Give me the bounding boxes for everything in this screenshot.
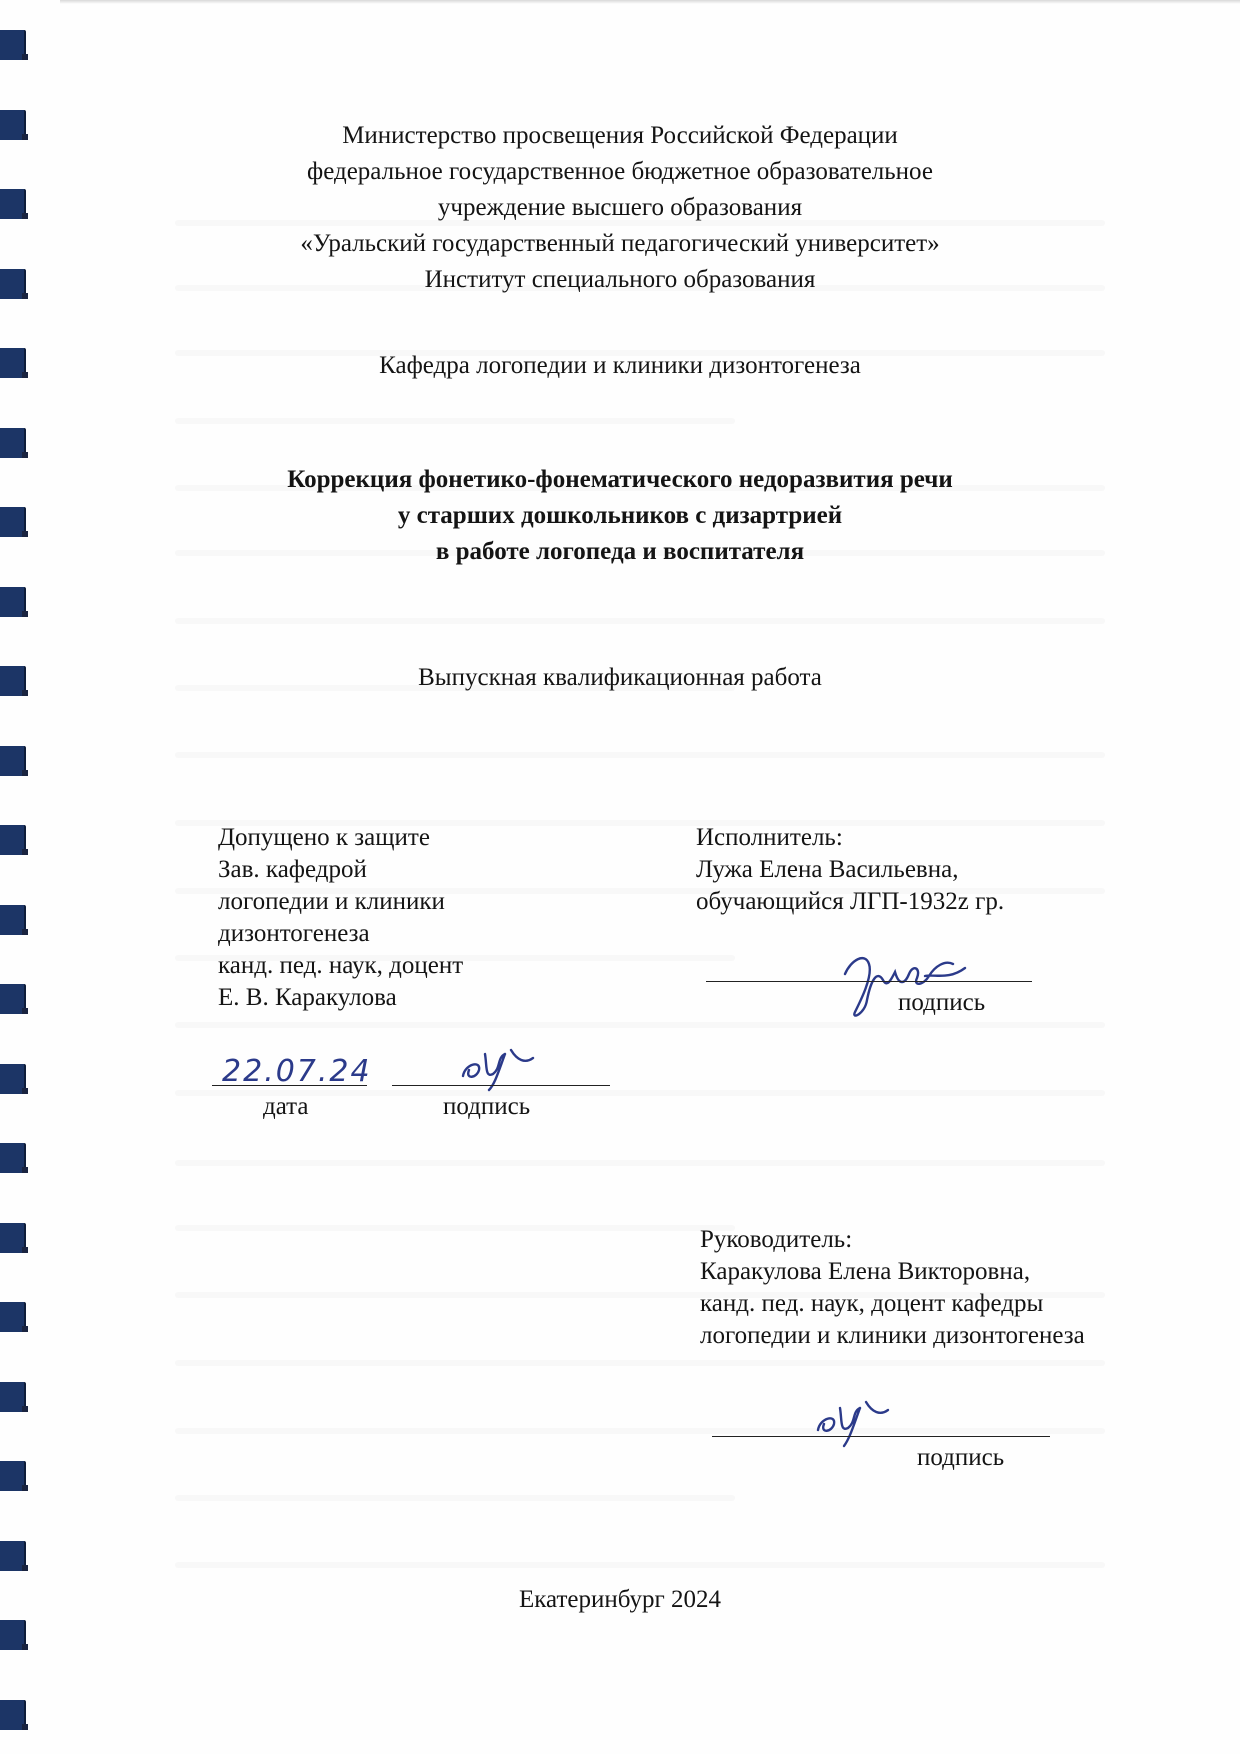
- supervisor-signature-label: подпись: [917, 1444, 1005, 1471]
- bleed-through-line: [175, 1225, 735, 1231]
- executor-line-1: Исполнитель:: [696, 824, 843, 851]
- title-line-1: Коррекция фонетико-фонематического недоразвития речи: [287, 466, 953, 493]
- header-line-university: «Уральский государственный педагогический университет»: [300, 230, 940, 257]
- supervisor-block: [700, 1224, 1085, 1352]
- supervisor-line-1: Руководитель:: [700, 1226, 853, 1253]
- supervisor-signature-line: [712, 1436, 1050, 1437]
- executor-line-3: обучающийся ЛГП-1932z гр.: [696, 888, 1005, 915]
- binding-hole: [0, 30, 26, 60]
- supervisor-signature: [808, 1390, 918, 1450]
- admission-block: [218, 822, 463, 1014]
- binding-hole: [0, 1620, 26, 1650]
- binding-hole: [0, 587, 26, 617]
- binding-hole: [0, 1700, 26, 1730]
- binding-hole: [0, 1541, 26, 1571]
- binding-hole: [0, 1302, 26, 1332]
- department-name: [0, 348, 1240, 384]
- city-year: Екатеринбург 2024: [518, 1586, 722, 1613]
- bleed-through-line: [175, 418, 735, 424]
- admission-line-5: канд. пед. наук, доцент: [218, 952, 464, 979]
- thesis-title: [0, 462, 1240, 570]
- supervisor-line-2: Каракулова Елена Викторовна,: [700, 1258, 1031, 1285]
- date-label: дата: [263, 1093, 309, 1120]
- department-line: Кафедра логопедии и клиники дизонтогенеза: [379, 352, 861, 379]
- admission-line-4: дизонтогенеза: [218, 920, 370, 947]
- work-type: Выпускная квалификационная работа: [418, 664, 822, 691]
- executor-line-2: Лужа Елена Васильевна,: [696, 856, 959, 883]
- title-line-2: у старших дошкольников с дизартрией: [397, 502, 843, 529]
- binding-hole: [0, 1064, 26, 1094]
- header-line-institute: Институт специального образования: [424, 266, 816, 293]
- admission-line-2: Зав. кафедрой: [218, 856, 367, 883]
- binding-hole: [0, 984, 26, 1014]
- title-line-3: в работе логопеда и воспитателя: [435, 538, 805, 565]
- admission-signature-label: подпись: [443, 1093, 531, 1120]
- bleed-through-line: [175, 618, 1105, 624]
- executor-signature-line: [706, 981, 1032, 982]
- executor-block: [696, 822, 1004, 918]
- supervisor-line-3: канд. пед. наук, доцент кафедры: [700, 1290, 1044, 1317]
- admission-line-6: Е. В. Каракулова: [218, 984, 397, 1011]
- bleed-through-line: [175, 1022, 1105, 1028]
- handwritten-date: 22.07.24: [222, 1054, 372, 1089]
- bleed-through-line: [175, 1160, 1105, 1166]
- binding-hole: [0, 746, 26, 776]
- bleed-through-line: [175, 1360, 1105, 1366]
- binding-hole: [0, 825, 26, 855]
- executor-signature-label: подпись: [898, 989, 986, 1016]
- binding-hole: [0, 1461, 26, 1491]
- bleed-through-line: [175, 752, 1105, 758]
- header-line-federal: федеральное государственное бюджетное образовательное: [307, 158, 933, 185]
- date-line: [212, 1085, 367, 1086]
- bleed-through-line: [175, 1090, 1105, 1096]
- institution-header: [0, 118, 1240, 298]
- bleed-through-line: [175, 1428, 1105, 1434]
- admission-line-1: Допущено к защите: [218, 824, 430, 851]
- binding-hole: [0, 428, 26, 458]
- supervisor-line-4: логопедии и клиники дизонтогенеза: [700, 1322, 1085, 1349]
- binding-hole: [0, 1382, 26, 1412]
- binding-hole: [0, 905, 26, 935]
- bleed-through-line: [175, 1562, 1105, 1568]
- header-line-ministry: Министерство просвещения Российской Федерации: [342, 122, 898, 149]
- binding-hole: [0, 1143, 26, 1173]
- header-line-institution-type: учреждение высшего образования: [437, 194, 803, 221]
- admission-line-3: логопедии и клиники: [218, 888, 445, 915]
- binding-hole: [0, 1223, 26, 1253]
- bleed-through-line: [175, 1495, 735, 1501]
- admission-signature-line: [392, 1085, 610, 1086]
